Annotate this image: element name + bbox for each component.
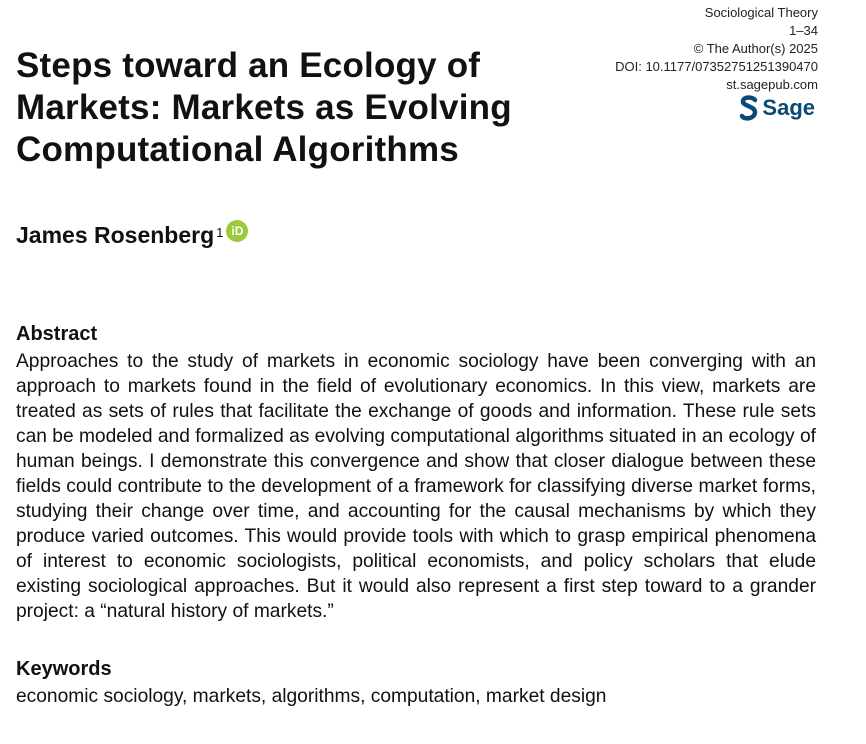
abstract-text: Approaches to the study of markets in economic sociology have been converging with an approach to markets found in the field of evolutionary economics. In this view, markets are treated as sets of rules that facilitate the exchange of goods and information. These rule sets can be modeled and formalized as evolving computational algorithms situated in an ecology of human beings. I demonstrate this convergence and show that closer dialogue between these fields could contribute to the development of a framework for classifying diverse market forms, studying their change over time, and accounting for the causal mechanisms by which they produce varied outcomes. This would provide tools with which to grasp empirical phenomena of interest to economic sociologists, political economists, and policy scholars that elude existing sociological approaches. But it would also represent a first step toward to a grander project: a “natural history of markets.” xyxy=(16,351,816,622)
author-name: James Rosenberg xyxy=(16,222,215,248)
copyright-notice: © The Author(s) 2025 xyxy=(693,41,818,56)
journal-name[interactable]: Sociological Theory xyxy=(704,5,818,20)
author-line xyxy=(16,222,248,249)
keywords-text: economic sociology, markets, algorithms, computation, market design xyxy=(16,686,607,707)
page-range: 1–34 xyxy=(789,23,818,38)
journal-site-link[interactable]: st.sagepub.com xyxy=(726,77,818,92)
orcid-icon[interactable]: iD xyxy=(226,220,248,242)
sage-s-icon xyxy=(739,95,759,121)
journal-metadata xyxy=(615,4,818,94)
keywords-heading: Keywords xyxy=(16,658,112,680)
article-title: Steps toward an Ecology of Markets: Markets as Evolving Computational Algorithms xyxy=(16,46,512,170)
affiliation-mark: 1 xyxy=(216,225,224,240)
sage-logo[interactable] xyxy=(739,95,815,121)
abstract-heading: Abstract xyxy=(16,323,98,345)
doi-link[interactable]: DOI: 10.1177/07352751251390470 xyxy=(615,59,818,74)
sage-logo-text: Sage xyxy=(762,95,815,120)
